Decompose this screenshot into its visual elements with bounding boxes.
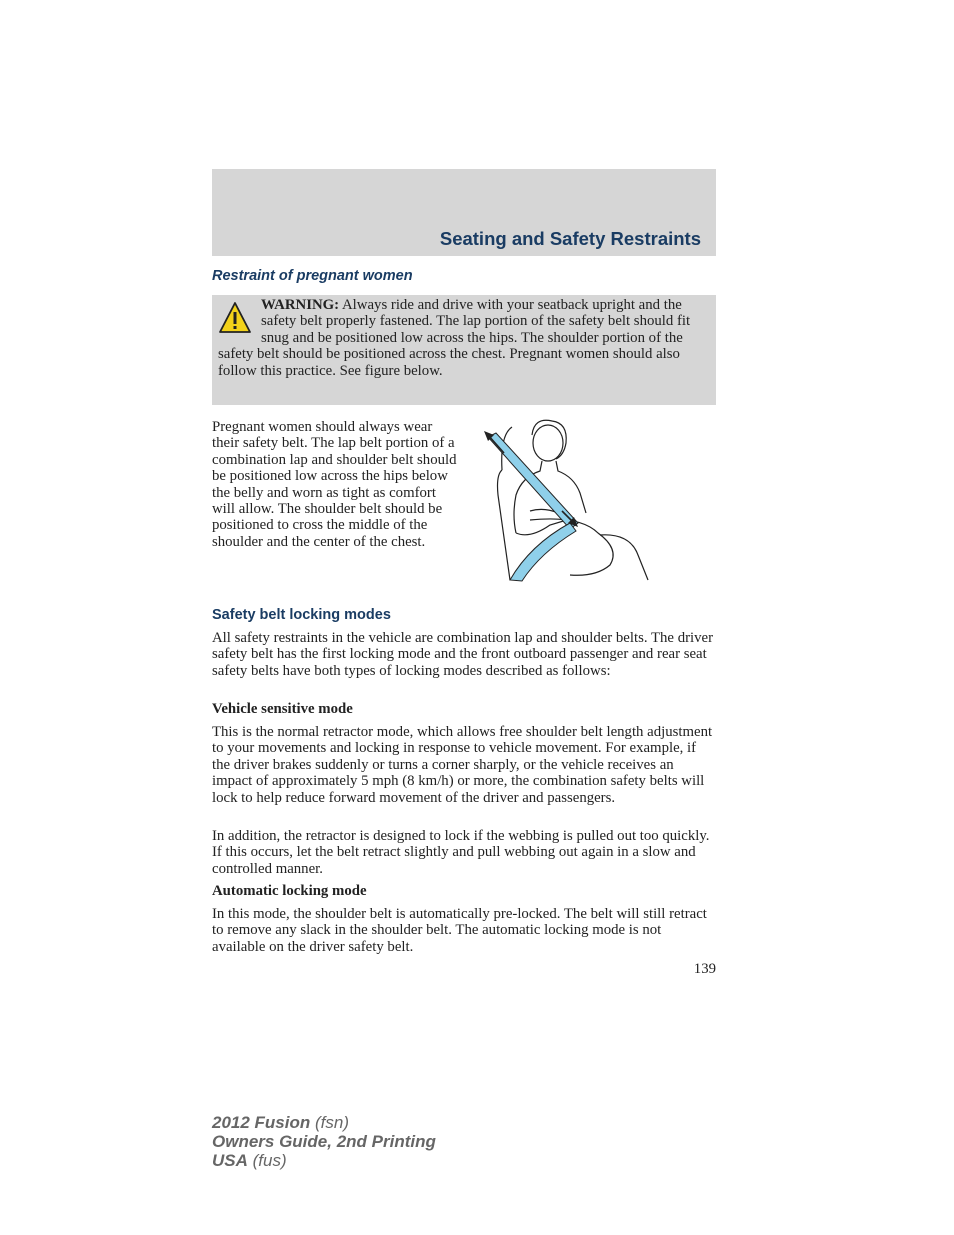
warning-text: Always ride and drive with your seatback upright and the safety belt properly fastened. The lap portion of the safety belt should fit snug and be positioned low across the hips. The shoulder portion of the safety belt should be positioned across the chest. Pregnant women should also follow this practice. See figure below. xyxy=(218,297,691,379)
subheading-pregnant-women: Restraint of pregnant women xyxy=(212,268,413,284)
vehicle-sensitive-paragraph-2: In addition, the retractor is designed to lock if the webbing is pulled out too quickly. If this occurs, let the belt retract slightly and pull webbing out again in a slow and controlled manner. xyxy=(212,828,710,877)
footer-model: 2012 Fusion xyxy=(212,1113,311,1132)
automatic-locking-paragraph: In this mode, the shoulder belt is automatically pre-locked. The belt will still retract to remove any slack in the shoulder belt. The automatic locking mode is not available on the driver safety belt. xyxy=(212,906,707,955)
footer-model-code: (fsn) xyxy=(310,1113,349,1132)
footer-market-code: (fus) xyxy=(247,1151,287,1170)
vehicle-sensitive-heading: Vehicle sensitive mode xyxy=(212,701,353,717)
page-number: 139 xyxy=(693,961,716,977)
subheading-locking-modes: Safety belt locking modes xyxy=(212,607,391,623)
pregnant-woman-seatbelt-illustration xyxy=(470,415,660,585)
footer-edition-info xyxy=(212,1113,436,1170)
footer-line-2: Owners Guide, 2nd Printing xyxy=(212,1132,436,1151)
warning-box xyxy=(212,295,716,405)
automatic-locking-heading: Automatic locking mode xyxy=(212,883,367,899)
vehicle-sensitive-paragraph-1: This is the normal retractor mode, which allows free shoulder belt length adjustment to your movements and locking in response to vehicle movement. For example, if the driver brakes suddenly or turns a corner sharply, or the vehicle receives an impact of approximately 5 mph (8 km/h) or more, the combination safety belts will lock to help reduce forward movement of the driver and passengers. xyxy=(212,724,713,806)
warning-label: WARNING: xyxy=(261,297,340,313)
section-title: Seating and Safety Restraints xyxy=(439,228,701,249)
warning-triangle-icon xyxy=(218,301,252,335)
footer-line-3 xyxy=(212,1151,436,1170)
intro-paragraph: Pregnant women should always wear their safety belt. The lap belt portion of a combination lap and shoulder belt should be positioned low across the hips below the belly and worn as tight as comfort will allow. The shoulder belt should be positioned to cross the middle of the shoulder and the center of the chest. xyxy=(212,419,457,550)
footer-market: USA xyxy=(212,1151,248,1170)
footer-line-1 xyxy=(212,1113,436,1132)
section-header-band xyxy=(212,169,716,256)
locking-intro-paragraph: All safety restraints in the vehicle are combination lap and shoulder belts. The driver safety belt has the first locking mode and the front outboard passenger and rear seat safety belts have both types of locking modes described as follows: xyxy=(212,630,714,679)
